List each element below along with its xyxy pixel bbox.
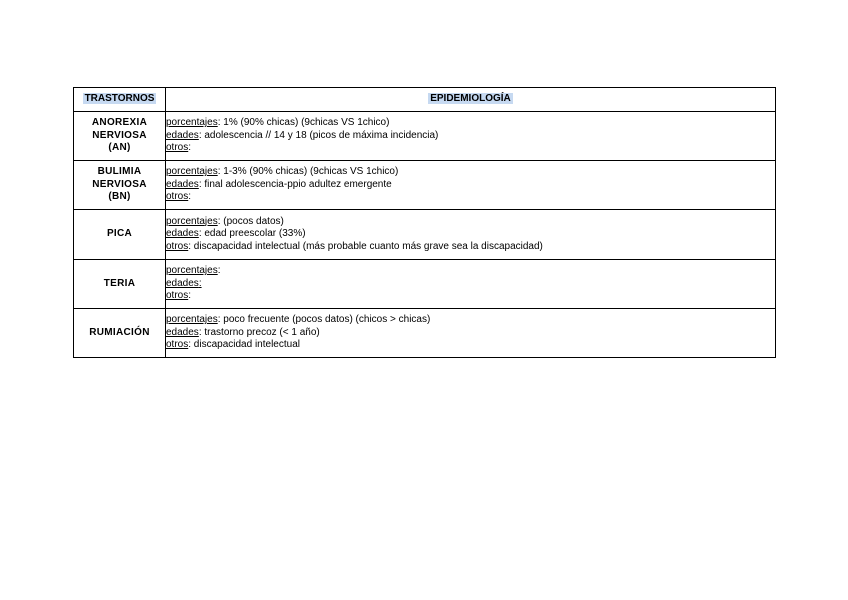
disorder-name-line: BULIMIA: [97, 166, 142, 178]
edades-line: [166, 179, 775, 192]
disorder-cell: [74, 260, 166, 309]
epidemiology-cell: [166, 112, 776, 161]
otros-value: :: [188, 290, 192, 302]
edades-line: [166, 278, 775, 291]
otros-value: : discapacidad intelectual: [188, 339, 300, 351]
edades-label: edades: [166, 228, 199, 240]
disorder-name-line: PICA: [106, 228, 133, 240]
porcentajes-line: [166, 117, 775, 130]
porcentajes-label: porcentajes: [166, 117, 218, 129]
otros-value: :: [188, 142, 192, 154]
header-cell-epidemiology: [166, 88, 776, 112]
table-row: [74, 260, 776, 309]
table-header-row: [74, 88, 776, 112]
edades-value: :: [198, 277, 202, 289]
edades-value: : trastorno precoz (< 1 año): [198, 326, 320, 338]
edades-label: edades: [166, 129, 199, 141]
porcentajes-line: [166, 314, 775, 327]
disorder-cell: [74, 112, 166, 161]
disorder-name-line: ANOREXIA: [91, 117, 148, 129]
otros-value: : discapacidad intelectual (más probable cuanto más grave sea la discapacidad): [188, 240, 543, 252]
porcentajes-value: :: [217, 265, 221, 277]
disorder-cell: [74, 210, 166, 260]
otros-label: otros: [166, 290, 189, 302]
otros-label: otros: [166, 142, 189, 154]
disorder-abbreviation: (AN): [108, 142, 131, 154]
table-row: [74, 161, 776, 210]
edades-value: : edad preescolar (33%): [198, 228, 306, 240]
otros-line: [166, 290, 775, 303]
epidemiology-table: [73, 87, 776, 358]
porcentajes-label: porcentajes: [166, 265, 218, 277]
otros-label: otros: [166, 240, 189, 252]
disorder-abbreviation: (BN): [108, 191, 131, 203]
header-trastornos: TRASTORNOS: [84, 93, 155, 105]
porcentajes-value: : 1-3% (90% chicas) (9chicas VS 1chico): [217, 166, 399, 178]
porcentajes-value: : poco frecuente (pocos datos) (chicos > chicas): [217, 314, 431, 326]
edades-label: edades: [166, 326, 199, 338]
edades-line: [166, 228, 775, 241]
otros-line: [166, 241, 775, 254]
edades-line: [166, 130, 775, 143]
epidemiology-cell: [166, 260, 776, 309]
porcentajes-line: [166, 166, 775, 179]
epidemiology-cell: [166, 161, 776, 210]
otros-label: otros: [166, 339, 189, 351]
disorder-name-line: NERVIOSA: [92, 178, 147, 190]
header-cell-disorders: [74, 88, 166, 112]
table-row: [74, 210, 776, 260]
porcentajes-label: porcentajes: [166, 166, 218, 178]
disorder-name-line: RUMIACIÓN: [89, 326, 150, 338]
edades-label: edades: [166, 277, 199, 289]
epidemiology-cell: [166, 210, 776, 260]
porcentajes-value: : 1% (90% chicas) (9chicas VS 1chico): [217, 117, 390, 129]
edades-value: : adolescencia // 14 y 18 (picos de máxima incidencia): [198, 129, 439, 141]
porcentajes-label: porcentajes: [166, 215, 218, 227]
table-row: [74, 309, 776, 358]
otros-label: otros: [166, 191, 189, 203]
epidemiology-cell: [166, 309, 776, 358]
disorder-cell: [74, 309, 166, 358]
header-epidemiologia: EPIDEMIOLOGÍA: [430, 93, 511, 105]
edades-line: [166, 327, 775, 340]
table-row: [74, 112, 776, 161]
otros-line: [166, 191, 775, 204]
otros-line: [166, 142, 775, 155]
edades-value: : final adolescencia-ppio adultez emergente: [198, 178, 392, 190]
disorder-cell: [74, 161, 166, 210]
otros-value: :: [188, 191, 192, 203]
disorder-name-line: TERIA: [103, 277, 136, 289]
porcentajes-line: [166, 216, 775, 229]
porcentajes-label: porcentajes: [166, 314, 218, 326]
otros-line: [166, 339, 775, 352]
porcentajes-line: [166, 265, 775, 278]
edades-label: edades: [166, 178, 199, 190]
disorder-name-line: NERVIOSA: [92, 129, 147, 141]
porcentajes-value: : (pocos datos): [217, 215, 284, 227]
